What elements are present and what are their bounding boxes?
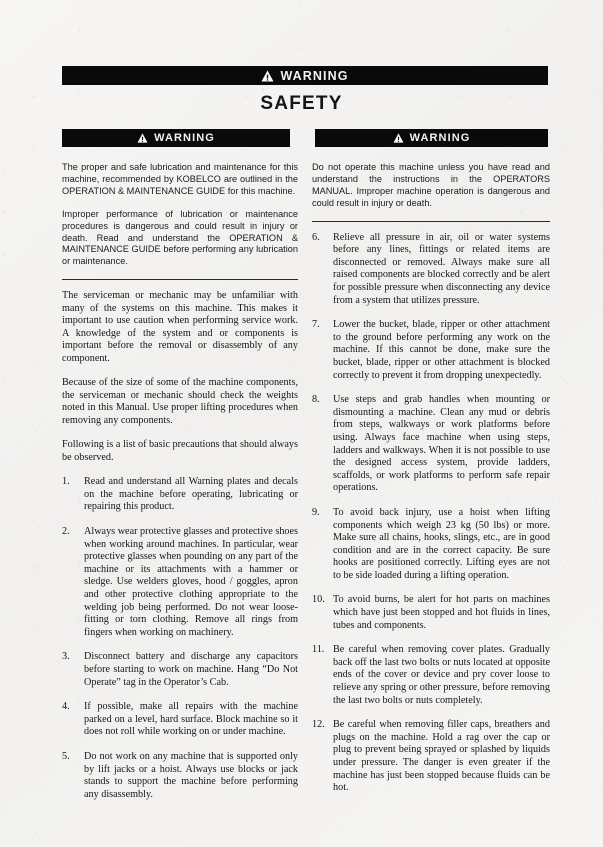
- list-item-number: 3.: [62, 651, 70, 663]
- left-body-paragraph-1: The serviceman or mechanic may be unfamiliar with many of the systems on this machine. This makes it important to use caution when performing service work. A knowledge of the system and or components is important before the removal or disassembly of any component.: [62, 290, 298, 364]
- list-item: [62, 526, 298, 639]
- list-item: [62, 751, 298, 801]
- warning-triangle-icon: [137, 133, 148, 143]
- list-item-number: 11.: [312, 644, 325, 656]
- list-item: [62, 651, 298, 689]
- right-warning-banner: [315, 129, 548, 147]
- main-warning-banner: [62, 66, 548, 85]
- list-item-text: Read and understand all Warning plates and decals on the machine before operating, lubricating or repairing this product.: [84, 476, 298, 513]
- list-item-text: Relieve all pressure in air, oil or water systems before any lines, fittings or related items are disconnected or removed. Always make sure all raised components are blocked correctly and be alert for possible pressure when disconnecting any device from a system that utilizes pressure.: [333, 231, 550, 306]
- right-warning-label: WARNING: [409, 132, 471, 144]
- list-item-text: Use steps and grab handles when mounting or dismounting a machine. Clean any mud or debris from steps, walkways or work platforms before using. Always face machine when using steps, ladders and walkways. When it is not possible to use the designed access system, provide ladders, scaffolds, or work platforms to perform safe repair operations.: [333, 394, 550, 494]
- left-warning-label: WARNING: [154, 132, 215, 144]
- left-precaution-list: [62, 476, 298, 801]
- list-item: [62, 701, 298, 739]
- left-body-paragraph-2: Because of the size of some of the machine components, the serviceman or mechanic should check the weights noted in this Manual. Use proper lifting procedures when removing any components.: [62, 377, 298, 426]
- list-item-number: 12.: [312, 719, 325, 731]
- list-item-text: Always wear protective glasses and protective shoes when working around machines. In particular, wear protective glasses when pounding on any part of the machine or its attachments with a hammer or sledge. Use welders gloves, hood / goggles, apron and other protective clothing appropriate to the welding job being performed. Do not wear loose-fitting or torn clothing. Remove all rings from fingers when working on machinery.: [84, 526, 298, 638]
- list-item-number: 8.: [312, 394, 320, 406]
- main-warning-label: WARNING: [280, 68, 349, 83]
- left-body-paragraph-3: Following is a list of basic precautions that should always be observed.: [62, 439, 298, 463]
- list-item: [312, 719, 550, 795]
- list-item-number: 2.: [62, 526, 70, 538]
- list-item-number: 4.: [62, 701, 70, 713]
- list-item-text: To avoid back injury, use a hoist when lifting components which weigh 23 kg (50 lbs) or more. Make sure all chains, hooks, slings, etc., are in good condition and are in the correct capacity. Be sure hooks are positioned correctly. Lifting eyes are not to be side loaded during a lifting operation.: [333, 506, 550, 581]
- list-item: [312, 319, 550, 382]
- list-item-text: Be careful when removing filler caps, breathers and plugs on the machine. Hold a rag over the cap or plug to prevent being sprayed or splashed by liquids under pressure. The danger is even greater if the machine has just been stopped because fluids can be hot.: [333, 719, 550, 794]
- left-column-divider: [62, 279, 298, 280]
- left-intro-paragraph-2: Improper performance of lubrication or maintenance procedures is dangerous and could result in injury or death. Read and understand the OPERATION & MAINTENANCE GUIDE before performing any lubrication or maintenance.: [62, 208, 298, 267]
- list-item-text: Lower the bucket, blade, ripper or other attachment to the ground before performing any work on the machine. If this cannot be done, make sure the bucket, blade, ripper or other attachment is blocked correctly to prevent it from dropping unexpectedly.: [333, 319, 550, 381]
- left-intro-paragraph-1: The proper and safe lubrication and maintenance for this machine, recommended by KOBELCO are outlined in the OPERATION & MAINTENANCE GUIDE for this machine.: [62, 162, 298, 196]
- list-item-text: To avoid burns, be alert for hot parts on machines which have just been stopped and hot fluids in lines, tubes and components.: [333, 594, 550, 631]
- right-intro-paragraph-1: Do not operate this machine unless you have read and understand the instructions in the OPERATORS MANUAL. Improper machine operation is dangerous and could result in injury or death.: [312, 162, 550, 208]
- warning-triangle-icon: [261, 70, 274, 82]
- list-item: [312, 507, 550, 583]
- left-warning-banner: [62, 129, 290, 147]
- list-item-number: 1.: [62, 476, 70, 488]
- list-item-text: If possible, make all repairs with the machine parked on a level, hard surface. Block machine so it does not roll while working on or under machine.: [84, 701, 298, 738]
- list-item: [312, 394, 550, 495]
- list-item-text: Disconnect battery and discharge any capacitors before starting to work on machine. Hang “Do Not Operate” tag in the Operator’s Cab.: [84, 651, 298, 688]
- list-item-number: 10.: [312, 594, 325, 606]
- right-precaution-list: [312, 232, 550, 795]
- list-item-text: Be careful when removing cover plates. Gradually back off the last two bolts or nuts located at opposite ends of the cover or device and pry cover loose to relieve any spring or other pressure, before removing the last two bolts or nuts completely.: [333, 644, 550, 706]
- list-item: [312, 232, 550, 308]
- right-column-divider: [312, 221, 550, 222]
- list-item: [62, 476, 298, 514]
- list-item-number: 6.: [312, 231, 320, 243]
- list-item-text: Do not work on any machine that is supported only by lift jacks or a hoist. Always use blocks or jack stands to support the machine before performing any disassembly.: [84, 750, 298, 800]
- list-item: [312, 594, 550, 632]
- right-column: [312, 162, 550, 795]
- left-column: [62, 162, 298, 801]
- list-item: [312, 644, 550, 707]
- list-item-number: 9.: [312, 506, 320, 518]
- page-title: SAFETY: [260, 93, 343, 114]
- list-item-number: 7.: [312, 319, 320, 331]
- list-item-number: 5.: [62, 750, 70, 762]
- warning-triangle-icon: [393, 133, 404, 143]
